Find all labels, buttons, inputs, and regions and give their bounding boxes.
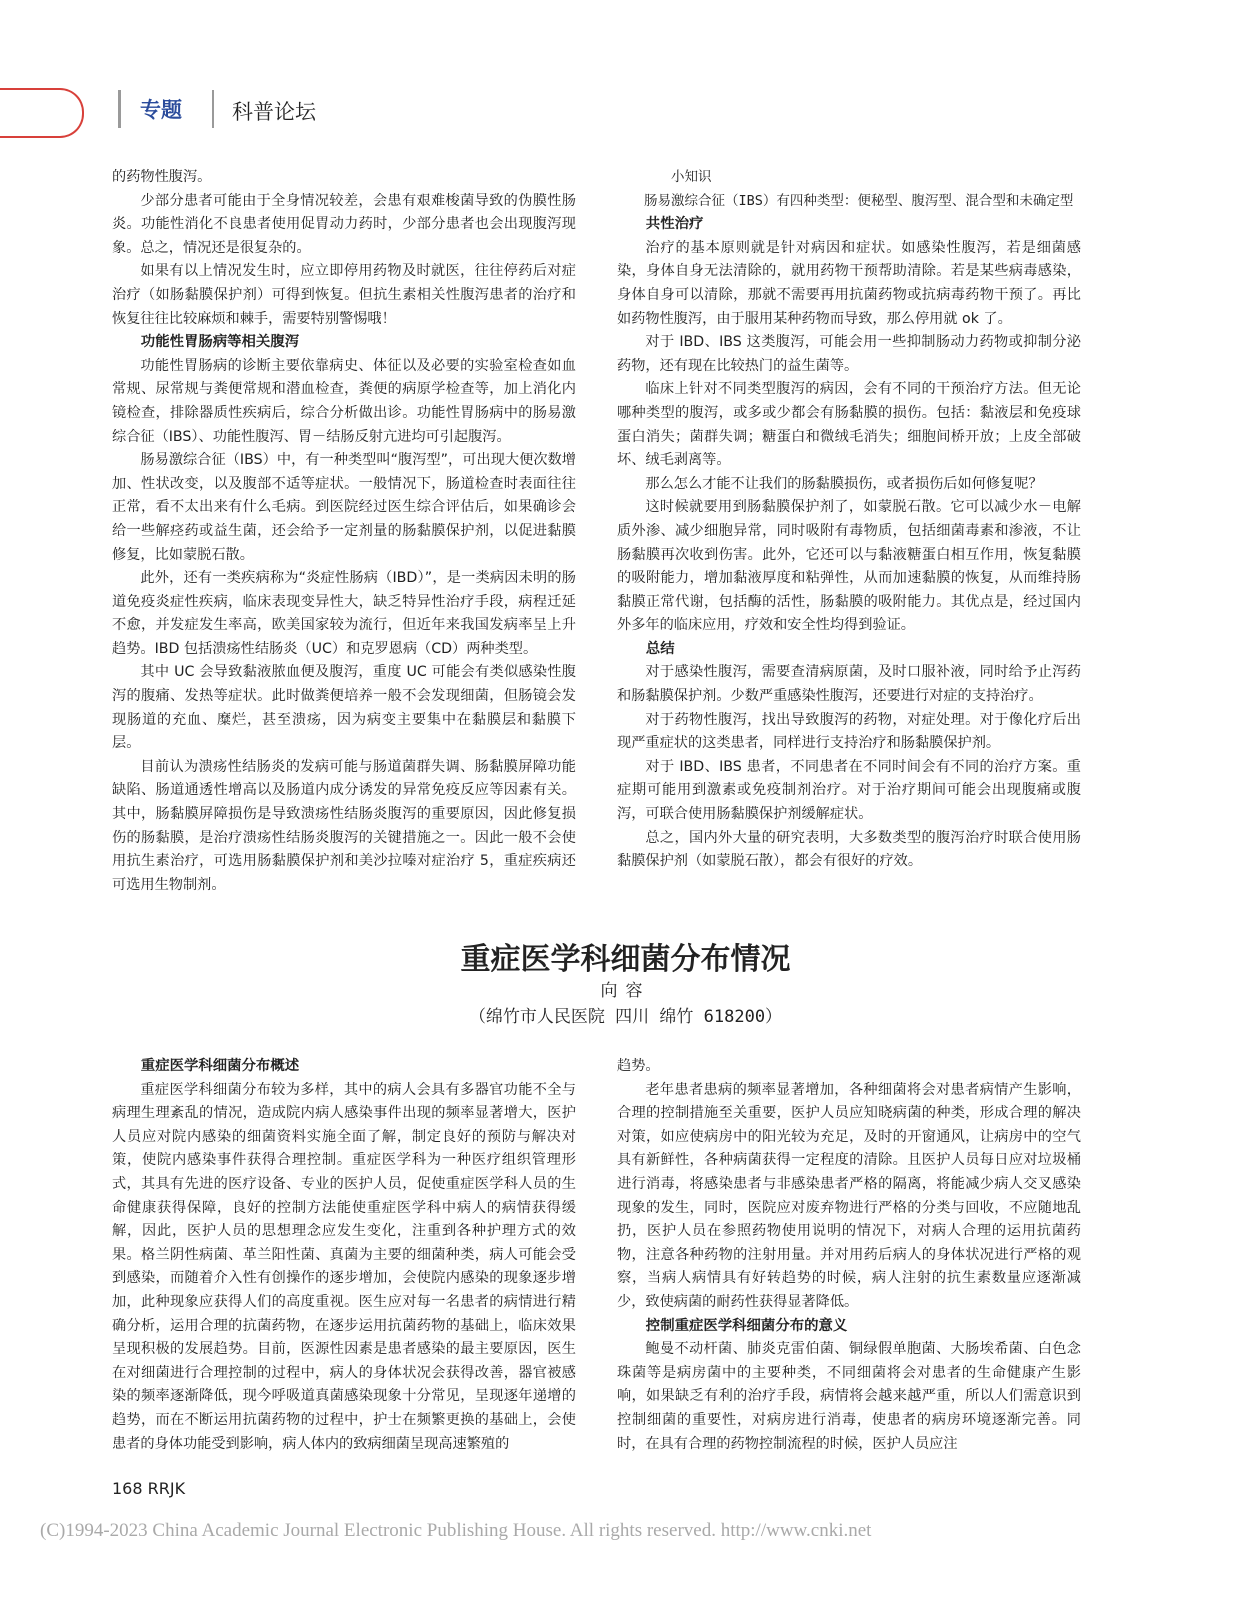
paragraph: 老年患者患病的频率显著增加，各种细菌将会对患者病情产生影响，合理的控制措施至关重要，医护人员应知晓病菌的种类，形成合理的解决对策，如应使病房中的阳光较为充足，及时的开窗通风，让病房中的空气具有新鲜性，各种病菌获得一定程度的清除。且医护人员每日应对垃圾桶进行消毒，将感染患者与非感染患者严格的隔离，将能减少病人交叉感染现象的发生，同时，医院应对废弃物进行严格的分类与回收，不应随地乱扔，医护人员在参照药物使用说明的情况下，对病人合理的运用抗菌药物，注意各种药物的注射用量。并对用药后病人的身体状况进行严格的观察，当病人病情具有好转趋势的时候，病人注射的抗生素数量应逐渐减少，致使病菌的耐药性获得显著降低。 <box>617 1081 1081 1310</box>
paragraph: 目前认为溃疡性结肠炎的发病可能与肠道菌群失调、肠黏膜屏障功能缺陷、肠道通透性增高以及肠道内成分诱发的异常免疫反应等因素有关。其中，肠黏膜屏障损伤是导致溃疡性结肠炎腹泻的重要原因，因此修复损伤的肠黏膜，是治疗溃疡性结肠炎腹泻的关键措施之一。因此一般不会使用抗生素治疗，可选用肠黏膜保护剂和美沙拉嗪对症治疗 5，重症疾病还可选用生物制剂。 <box>112 758 576 893</box>
section-heading: 功能性胃肠病等相关腹泻 <box>140 334 300 351</box>
paragraph: 肠易激综合征（IBS）中，有一种类型叫“腹泻型”，可出现大便次数增加、性状改变，以及腹部不适等症状。一般情况下，肠道检查时表面往往正常，看不太出来有什么毛病。到医院经过医生综合评估后，如果确诊会给一些解痉药或益生菌，还会给予一定剂量的肠黏膜保护剂，以促进黏膜修复，比如蒙脱石散。 <box>112 452 576 563</box>
paragraph: 重症医学科细菌分布较为多样，其中的病人会具有多器官功能不全与病理生理紊乱的情况，造成院内病人感染事件出现的频率显著增大，医护人员应对院内感染的细菌资料实施全面了解，制定良好的预防与解决对策，使院内感染事件获得合理控制。重症医学科为一种医疗组织管理形式，其具有先进的医疗设备、专业的医护人员，促使重症医学科人员的生命健康获得保障，良好的控制方法能使重症医学科中病人的病情获得缓解，因此，医护人员的思想理念应发生变化，注重到各种护理方式的效果。格兰阴性病菌、革兰阳性菌、真菌为主要的细菌种类，病人可能会受到感染，而随着介入性有创操作的逐步增加，会使院内感染的现象逐步增加，此种现象应获得人们的高度重视。医生应对每一名患者的病情进行精确分析，运用合理的抗菌药物，在逐步运用抗菌药物的基础上，临床效果呈现积极的发展趋势。目前，医源性因素是患者感染的最主要原因，医生在对细菌进行合理控制的过程中，病人的身体状况会获得改善，器官被感染的频率逐渐降低，现今呼吸道真菌感染现象十分常见，呈现逐年递增的趋势，而在不断运用抗菌药物的过程中，护士在频繁更换的基础上，会使患者的身体功能受到影响，病人体内的致病细菌呈现高速繁殖的 <box>112 1081 576 1452</box>
copyright-notice: (C)1994-2023 China Academic Journal Electronic Publishing House. All rights reserved. http://www.cnki.net <box>40 1520 872 1541</box>
paragraph: 对于 IBD、IBS 患者，不同患者在不同时间会有不同的治疗方案。重症期可能用到激素或免疫制剂治疗。对于治疗期间可能会出现腹痛或腹泻，可联合使用肠黏膜保护剂缓解症状。 <box>617 758 1081 823</box>
paragraph: 治疗的基本原则就是针对病因和症状。如感染性腹泻，若是细菌感染，身体自身无法清除的，就用药物干预帮助清除。若是某些病毒感染，身体自身可以清除，那就不需要再用抗菌药物或抗病毒药物干预了。再比如药物性腹泻，由于服用某种药物而导致，那么停用就 ok 了。 <box>617 239 1081 327</box>
paragraph: 功能性胃肠病的诊断主要依靠病史、体征以及必要的实验室检查如血常规、尿常规与粪便常规和潜血检查，粪便的病原学检查等，加上消化内镜检查，排除器质性疾病后，综合分析做出诊。功能性胃肠病中的肠易激综合征（IBS）、功能性腹泻、胃－结肠反射亢进均可引起腹泻。 <box>112 357 576 445</box>
article-author: 向容 <box>600 981 651 1001</box>
section-heading: 总结 <box>645 640 675 657</box>
paragraph: 鲍曼不动杆菌、肺炎克雷伯菌、铜绿假单胞菌、大肠埃希菌、白色念珠菌等是病房菌中的主要种类，不同细菌将会对患者的生命健康产生影响，如果缺乏有利的治疗手段，病情将会越来越严重，所以人们需意识到控制细菌的重要性，对病房进行消毒，使患者的病房环境逐渐完善。同时，在具有合理的药物控制流程的时候，医护人员应注 <box>617 1341 1081 1452</box>
paragraph: 的药物性腹泻。 <box>112 169 212 185</box>
paragraph: 如果有以上情况发生时，应立即停用药物及时就医，往往停药后对症治疗（如肠黏膜保护剂）可得到恢复。但抗生素相关性腹泻患者的治疗和恢复往往比较麻烦和棘手，需要特别警惕哦！ <box>112 263 576 327</box>
paragraph: 少部分患者可能由于全身情况较差，会患有艰难梭菌导致的伪膜性肠炎。功能性消化不良患者使用促胃动力药时，少部分患者也会出现腹泻现象。总之，情况还是很复杂的。 <box>112 192 576 256</box>
tip-title: 小知识 <box>671 169 712 185</box>
page-number: 168 RRJK <box>112 1479 186 1498</box>
tip-body: 肠易激综合征（IBS）有四种类型：便秘型、腹泻型、混合型和未确定型 <box>644 192 1074 209</box>
paragraph: 那么怎么才能不让我们的肠黏膜损伤，或者损伤后如何修复呢？ <box>645 475 1043 492</box>
paragraph: 此外，还有一类疾病称为“炎症性肠病（IBD）”，是一类病因未明的肠道免疫炎症性疾病，临床表现变异性大，缺乏特异性治疗手段，病程迁延不愈，并发症发生率高，欧美国家较为流行，但近年来我国发病率呈上升趋势。IBD 包括溃疡性结肠炎（UC）和克罗恩病（CD）两种类型。 <box>112 570 576 657</box>
paragraph: 临床上针对不同类型腹泻的病因，会有不同的干预治疗方法。但无论哪种类型的腹泻，或多或少都会有肠黏膜的损伤。包括：黏液层和免疫球蛋白消失；菌群失调；糖蛋白和微绒毛消失；细胞间桥开放；上皮全部破坏、绒毛剥离等。 <box>617 381 1081 469</box>
header-column-label: 科普论坛 <box>232 100 316 124</box>
article-title: 重症医学科细菌分布情况 <box>460 942 791 977</box>
header-divider <box>212 90 214 128</box>
article-column-top-left <box>112 166 576 897</box>
paragraph: 总之，国内外大量的研究表明，大多数类型的腹泻治疗时联合使用肠黏膜保护剂（如蒙脱石散），都会有很好的疗效。 <box>617 829 1081 870</box>
paragraph: 对于 IBD、IBS 这类腹泻，可能会用一些抑制肠动力药物或抑制分泌药物，还有现在比较热门的益生菌等。 <box>617 334 1081 374</box>
article-column-bottom-left <box>112 1055 576 1456</box>
header-divider <box>118 90 121 128</box>
section-tab-decoration <box>0 88 84 138</box>
header-section-label: 专题 <box>140 98 182 122</box>
paragraph: 其中 UC 会导致黏液脓血便及腹泻，重度 UC 可能会有类似感染性腹泻的腹痛、发热等症状。此时做粪便培养一般不会发现细菌，但肠镜会发现肠道的充血、糜烂，甚至溃疡，因为病变主要集中在黏膜层和黏膜下层。 <box>112 664 576 752</box>
section-heading: 共性治疗 <box>645 216 704 233</box>
article-column-bottom-right <box>617 1055 1081 1456</box>
section-heading: 控制重症医学科细菌分布的意义 <box>645 1317 848 1334</box>
section-heading: 重症医学科细菌分布概述 <box>140 1058 300 1074</box>
paragraph: 这时候就要用到肠黏膜保护剂了，如蒙脱石散。它可以减少水－电解质外渗、减少细胞异常，同时吸附有毒物质，包括细菌毒素和渗液，不让肠黏膜再次收到伤害。此外，它还可以与黏液糖蛋白相互作用，恢复黏膜的吸附能力，增加黏液厚度和粘弹性，从而加速黏膜的恢复，从而维持肠黏膜正常代谢，包括酶的活性，肠黏膜的吸附能力。其优点是，经过国内外多年的临床应用，疗效和安全性均得到验证。 <box>617 499 1081 634</box>
article-affiliation: （绵竹市人民医院 四川 绵竹 618200） <box>468 1007 783 1027</box>
article-column-top-right <box>617 166 1081 874</box>
paragraph: 对于感染性腹泻，需要查清病原菌，及时口服补液，同时给予止泻药和肠黏膜保护剂。少数严重感染性腹泻，还要进行对症的支持治疗。 <box>617 664 1081 705</box>
paragraph: 对于药物性腹泻，找出导致腹泻的药物，对症处理。对于像化疗后出现严重症状的这类患者，同样进行支持治疗和肠黏膜保护剂。 <box>617 711 1081 752</box>
paragraph: 趋势。 <box>617 1058 660 1074</box>
